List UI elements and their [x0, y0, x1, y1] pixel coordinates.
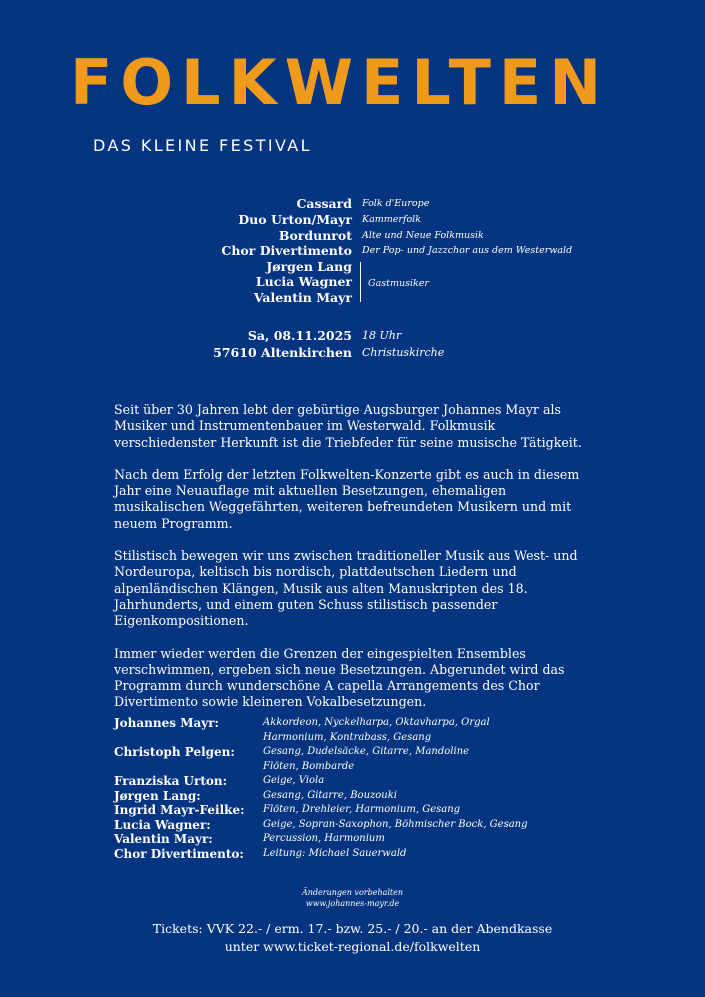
- lineup-description: Der Pop- und Jazzchor aus dem Westerwald: [362, 245, 573, 256]
- cast-instruments: Percussion, Harmonium: [263, 833, 385, 844]
- cast-member-name: Johannes Mayr:: [114, 716, 219, 730]
- website-note: www.johannes-mayr.de: [305, 899, 400, 908]
- cast-instruments: Leitung: Michael Sauerwald: [263, 847, 407, 859]
- lineup-row: [0, 274, 705, 290]
- event-place: 57610 Altenkirchen: [213, 345, 352, 360]
- cast-row: [114, 803, 594, 818]
- cast-instruments: Flöten, Bombarde: [263, 760, 355, 772]
- cast-member-name: Jørgen Lang:: [114, 788, 201, 803]
- cast-instruments: Geige, Viola: [263, 775, 325, 786]
- description-text: [114, 402, 594, 727]
- cast-member-name: Valentin Mayr:: [114, 832, 213, 846]
- lineup-artist: Duo Urton/Mayr: [238, 212, 352, 227]
- cast-member-name: Chor Divertimento:: [114, 846, 244, 861]
- lineup-description: Kammerfolk: [362, 214, 421, 225]
- lineup-artist: Cassard: [296, 196, 352, 211]
- cast-row: [114, 847, 594, 862]
- lineup-description: Folk d'Europe: [362, 198, 430, 209]
- cast-instruments: Geige, Sopran-Saxophon, Böhmischer Bock, Gesang: [263, 818, 528, 830]
- lineup-row: [0, 290, 705, 306]
- cast-row: [114, 789, 594, 804]
- cast-row: [114, 745, 594, 774]
- lineup-row: [0, 243, 705, 259]
- cast-instruments: Akkordeon, Nyckelharpa, Oktavharpa, Orgal: [263, 717, 490, 728]
- event-date: Sa, 08.11.2025: [247, 328, 352, 343]
- cast-member-name: Franziska Urton:: [114, 774, 228, 788]
- cast-instruments: Harmonium, Kontrabass, Gesang: [263, 731, 432, 743]
- cast-list: [114, 716, 594, 861]
- paragraph: Seit über 30 Jahren lebt der gebürtige Augsburger Johannes Mayr als Musiker und Instrumentenbauer im Westerwald. Folkmusik verschiedenster Herkunft ist die Triebfeder für seine musische Tätigkeit.: [114, 402, 582, 450]
- lineup-artist: Bordunrot: [278, 228, 352, 243]
- cast-row: [114, 832, 594, 847]
- lineup-row: [0, 228, 705, 244]
- cast-member-name: Lucia Wagner:: [114, 817, 211, 832]
- cast-row: [114, 716, 594, 745]
- lineup-row: [0, 259, 705, 275]
- cast-row: [114, 774, 594, 789]
- lineup-artist: Chor Divertimento: [221, 243, 352, 258]
- changes-note: Änderungen vorbehalten: [301, 888, 404, 897]
- cast-row: [114, 818, 594, 833]
- paragraph: Nach dem Erfolg der letzten Folkwelten-Konzerte gibt es auch in diesem Jahr eine Neuauflage mit aktuellen Besetzungen, ehemaligen musikalischen Weggefährten, weiteren befreundeten Musikern und mit neuem Programm.: [114, 466, 580, 531]
- lineup-artist: Jørgen Lang: [266, 259, 352, 274]
- cast-instruments: Gesang, Dudelsäcke, Gitarre, Mandoline: [263, 746, 470, 757]
- cast-member-name: Ingrid Mayr-Feilke:: [114, 803, 245, 817]
- lineup-artist: Lucia Wagner: [255, 274, 352, 289]
- paragraph: Immer wieder werden die Grenzen der eingespielten Ensembles verschwimmen, ergeben sich neue Besetzungen. Abgerundet wird das Programm durch wunderschöne A capella Arrangements des Chor Divertimento sowie kleineren Vokalbesetzungen.: [114, 645, 565, 710]
- lineup-artist: Valentin Mayr: [253, 290, 352, 305]
- event-date-row: [0, 327, 705, 345]
- cast-instruments: Gesang, Gitarre, Bouzouki: [263, 789, 397, 801]
- guest-label: Gastmusiker: [368, 278, 429, 289]
- festival-subtitle: DAS KLEINE FESTIVAL: [93, 136, 312, 155]
- ticket-info: [0, 920, 705, 956]
- event-place-row: [0, 344, 705, 362]
- event-time: 18 Uhr: [362, 329, 402, 342]
- event-venue: Christuskirche: [362, 346, 445, 359]
- ticket-prices: Tickets: VVK 22.- / erm. 17.- bzw. 25.- / 20.- an der Abendkasse: [152, 921, 553, 936]
- cast-instruments: Flöten, Drehleier, Harmonium, Gesang: [263, 804, 461, 815]
- guest-bracket-divider: [360, 262, 361, 302]
- lineup-row: [0, 212, 705, 228]
- festival-title: FOLKWELTEN: [70, 46, 610, 119]
- footnotes: [0, 887, 705, 909]
- lineup-row: [0, 196, 705, 212]
- cast-member-name: Christoph Pelgen:: [114, 745, 235, 759]
- lineup-description: Alte und Neue Folkmusik: [362, 230, 484, 241]
- ticket-url: unter www.ticket-regional.de/folkwelten: [224, 939, 481, 954]
- paragraph: Stilistisch bewegen wir uns zwischen traditioneller Musik aus West- und Nordeuropa, keltisch bis nordisch, plattdeutschen Liedern und alpenländischen Klängen, Musik aus alten Manuskripten des 18. Jahrhunderts, und einem guten Schuss stilistisch passender Eigenkompositionen.: [114, 548, 578, 629]
